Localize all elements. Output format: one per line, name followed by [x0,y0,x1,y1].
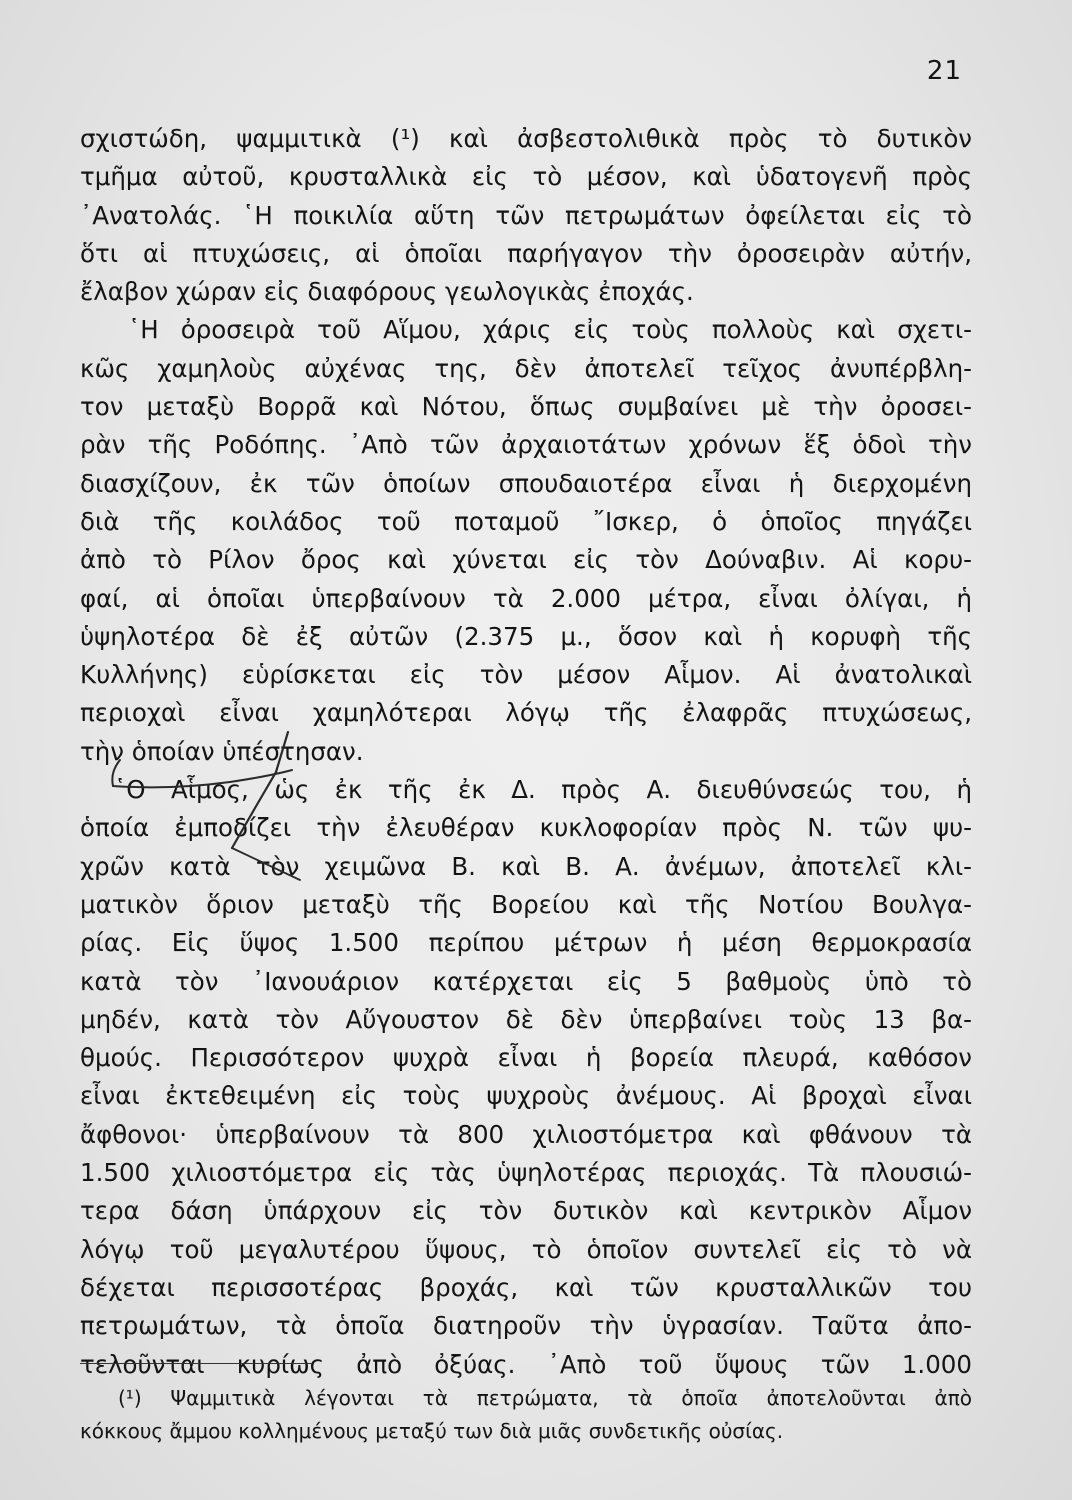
text-line: ὁποία ἐμποδίζει τὴν ἐλευθέραν κυκλοφορίαν πρὸς Ν. τῶν ψυ- [80,813,972,843]
text-line: δέχεται περισσοτέρας βροχάς, καὶ τῶν κρυσταλλικῶν του [80,1272,972,1302]
text-line: τμῆμα αὐτοῦ, κρυσταλλικὰ εἰς τὸ μέσον, καὶ ὑδατογενῆ πρὸς [80,162,972,192]
text-line: ἀπὸ τὸ Ρίλον ὄρος καὶ χύνεται εἰς τὸν Δούναβιν. Αἱ κορυ- [80,545,972,575]
text-line: διὰ τῆς κοιλάδος τοῦ ποταμοῦ ῎Ισκερ, ὁ ὁποῖος πηγάζει [80,506,972,536]
text-line: ῾Ο Αἷμος, ὡς ἐκ τῆς ἐκ Δ. πρὸς Α. διευθύνσεώς του, ἡ [114,775,972,805]
text-line: λόγῳ τοῦ μεγαλυτέρου ὕψους, τὸ ὁποῖον συντελεῖ εἰς τὸ νὰ [80,1234,972,1264]
footnotes [80,1382,972,1448]
footnote-rule [80,1363,312,1364]
text-line: ὑψηλοτέρα δὲ ἐξ αὐτῶν (2.375 μ., ὅσον καὶ ἡ κορυφὴ τῆς [80,621,972,651]
text-line: φαί, αἱ ὁποῖαι ὑπερβαίνουν τὰ 2.000 μέτρα, εἶναι ὀλίγαι, ἡ [80,583,972,613]
text-line: Κυλλήνης) εὑρίσκεται εἰς τὸν μέσον Αἷμον. Αἱ ἀνατολικαὶ [80,660,972,690]
text-line: ἔλαβον χώραν εἰς διαφόρους γεωλογικὰς ἐποχάς. [80,277,694,307]
text-line: διασχίζουν, ἐκ τῶν ὁποίων σπουδαιοτέρα εἶναι ἡ διερχομένη [80,468,972,498]
text-line: ρὰν τῆς Ροδόπης. ᾿Απὸ τῶν ἀρχαιοτάτων χρόνων ἕξ ὁδοὶ τὴν [80,430,972,460]
text-line: κατὰ τὸν ᾿Ιανουάριον κατέρχεται εἰς 5 βαθμοὺς ὑπὸ τὸ [80,966,972,996]
text-line: ματικὸν ὅριον μεταξὺ τῆς Βορείου καὶ τῆς Νοτίου Βουλγα- [80,889,972,919]
text-line: ρίας. Εἰς ὕψος 1.500 περίπου μέτρων ἡ μέση θερμοκρασία [80,928,972,958]
text-line: ἄφθονοι· ὑπερβαίνουν τὰ 800 χιλιοστόμετρα καὶ φθάνουν τὰ [80,1119,972,1149]
page-number: 21 [926,56,962,86]
text-line: τον μεταξὺ Βορρᾶ καὶ Νότου, ὅπως συμβαίνει μὲ τὴν ὀροσει- [80,392,972,422]
text-line: μηδέν, κατὰ τὸν Αὔγουστον δὲ δὲν ὑπερβαίνει τοὺς 13 βα- [80,1004,972,1034]
text-line: χρῶν κατὰ τὸν χειμῶνα Β. καὶ Β. Α. ἀνέμων, ἀποτελεῖ κλι- [80,851,972,881]
text-line: ῾Η ὀροσειρὰ τοῦ Αἵμου, χάρις εἰς τοὺς πολλοὺς καὶ σχετι- [128,315,972,345]
footnote-line: (¹) Ψαμμιτικὰ λέγονται τὰ πετρώματα, τὰ ὁποῖα ἀποτελοῦνται ἀπὸ [118,1386,972,1410]
text-line: πετρωμάτων, τὰ ὁποῖα διατηροῦν τὴν ὑγρασίαν. Ταῦτα ἀπο- [80,1311,972,1341]
text-line: περιοχαὶ εἶναι χαμηλότεραι λόγῳ τῆς ἐλαφρᾶς πτυχώσεως, [80,698,972,728]
text-line: τὴν ὁποίαν ὑπέστησαν. [80,736,364,766]
text-line: σχιστώδη, ψαμμιτικὰ (¹) καὶ ἀσβεστολιθικὰ πρὸς τὸ δυτικὸν [80,124,972,153]
text-line: ᾿Ανατολάς. ῾Η ποικιλία αὕτη τῶν πετρωμάτων ὀφείλεται εἰς τὸ [80,200,972,230]
text-line: 1.500 χιλιοστόμετρα εἰς τὰς ὑψηλοτέρας περιοχάς. Τὰ πλουσιώ- [80,1158,972,1188]
text-line: κῶς χαμηλοὺς αὐχένας της, δὲν ἀποτελεῖ τεῖχος ἀνυπέρβλη- [80,353,972,383]
text-line: εἶναι ἐκτεθειμένη εἰς τοὺς ψυχροὺς ἀνέμους. Αἱ βροχαὶ εἶναι [80,1081,972,1111]
text-line: τερα δάση ὑπάρχουν εἰς τὸν δυτικὸν καὶ κεντρικὸν Αἷμον [80,1196,972,1226]
text-line: θμούς. Περισσότερον ψυχρὰ εἶναι ἡ βορεία πλευρά, καθόσον [80,1043,972,1073]
main-text [80,120,972,1384]
text-line: ὅτι αἱ πτυχώσεις, αἱ ὁποῖαι παρήγαγον τὴν ὀροσειρὰν αὐτήν, [80,238,972,268]
text-line: τελοῦνται κυρίως ἀπὸ ὀξύας. ᾿Απὸ τοῦ ὕψους τῶν 1.000 [80,1349,972,1379]
footnote-line: κόκκους ἄμμου κολλημένους μεταξύ των διὰ μιᾶς συνδετικῆς οὐσίας. [80,1419,784,1443]
